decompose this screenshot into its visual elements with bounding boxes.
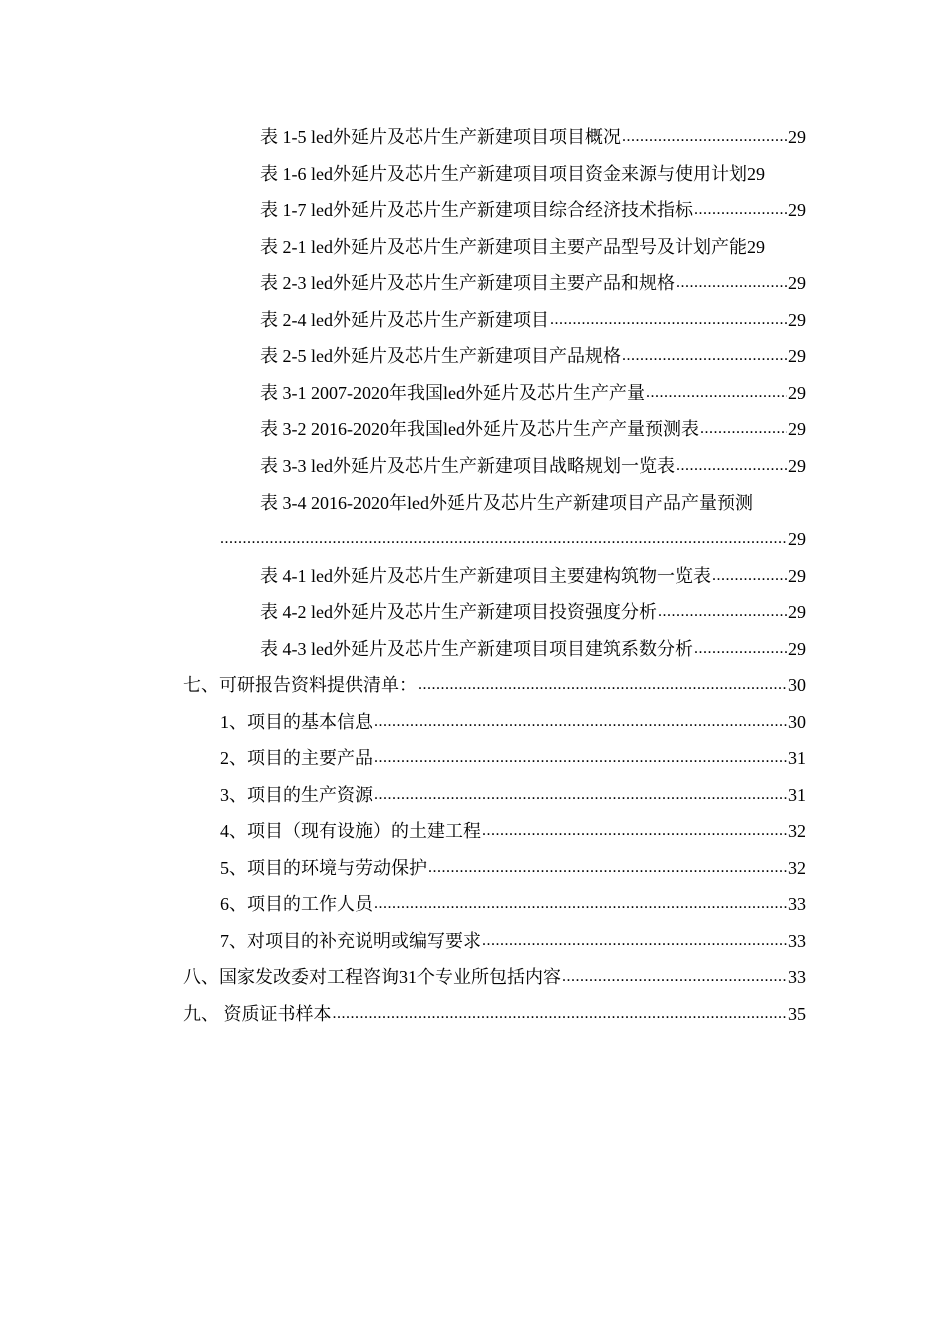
dot-leader (622, 126, 787, 148)
toc-entry-page: 29 (746, 164, 765, 184)
toc-entry-page: 33 (788, 967, 806, 987)
dot-leader (658, 601, 787, 623)
toc-entry-page: 32 (788, 858, 806, 878)
dot-leader (694, 199, 787, 221)
toc-entry[interactable] (220, 812, 806, 842)
dot-leader (562, 966, 787, 988)
dot-leader (374, 784, 787, 806)
toc-entry-page: 33 (788, 894, 806, 914)
toc-section-entry[interactable] (183, 958, 806, 988)
toc-entry-page: 29 (788, 639, 806, 659)
toc-entry-label: 表 1-7 led外延片及芯片生产新建项目综合经济技术指标 (260, 200, 693, 220)
toc-entry-page: 29 (788, 127, 806, 147)
toc-entry[interactable] (220, 703, 806, 733)
toc-entry-page: 29 (788, 346, 806, 366)
toc-entry-wrapped[interactable] (260, 484, 806, 514)
dot-leader (374, 747, 787, 769)
toc-entry-page: 32 (788, 821, 806, 841)
toc-entry-page: 30 (788, 675, 806, 695)
toc-entry-label: 七、可研报告资料提供清单： (183, 675, 417, 695)
toc-entry[interactable] (260, 447, 806, 477)
toc-entry-label: 表 4-3 led外延片及芯片生产新建项目项目建筑系数分析 (260, 639, 693, 659)
toc-entry[interactable] (260, 374, 806, 404)
toc-entry[interactable] (220, 776, 806, 806)
toc-entry-page: 29 (746, 237, 765, 257)
toc-entry[interactable] (260, 410, 806, 440)
toc-entry-label: 5、项目的环境与劳动保护 (220, 858, 427, 878)
dot-leader (646, 382, 787, 404)
toc-entry[interactable] (260, 557, 806, 587)
toc-entry-page: 29 (788, 383, 806, 403)
toc-entry-label: 表 2-3 led外延片及芯片生产新建项目主要产品和规格 (260, 273, 675, 293)
toc-entry[interactable] (260, 118, 806, 148)
toc-entry-page: 29 (788, 602, 806, 622)
dot-leader (482, 820, 787, 842)
toc-entry-page: 30 (788, 712, 806, 732)
toc-entry-page: 31 (788, 785, 806, 805)
dot-leader (676, 455, 787, 477)
dot-leader (333, 1003, 788, 1025)
toc-entry[interactable] (220, 922, 806, 952)
toc-entry[interactable] (260, 630, 806, 660)
toc-entry[interactable] (260, 191, 806, 221)
toc-entry-page: 33 (788, 931, 806, 951)
toc-entry-label: 表 3-3 led外延片及芯片生产新建项目战略规划一览表 (260, 456, 675, 476)
toc-entry-page: 31 (788, 748, 806, 768)
toc-entry[interactable] (260, 228, 806, 258)
toc-entry[interactable] (260, 301, 806, 331)
toc-entry-label: 1、项目的基本信息 (220, 712, 373, 732)
toc-entry[interactable] (260, 264, 806, 294)
toc-entry-label: 表 3-1 2007-2020年我国led外延片及芯片生产产量 (260, 383, 645, 403)
dot-leader (428, 857, 787, 879)
toc-entry-label: 表 2-5 led外延片及芯片生产新建项目产品规格 (260, 346, 621, 366)
toc-entry-label: 表 4-2 led外延片及芯片生产新建项目投资强度分析 (260, 602, 657, 622)
dot-leader (676, 272, 787, 294)
toc-entry-label: 6、项目的工作人员 (220, 894, 373, 914)
dot-leader (374, 893, 787, 915)
toc-entry-label: 4、项目（现有设施）的土建工程 (220, 821, 481, 841)
toc-entry[interactable] (260, 337, 806, 367)
toc-entry-page: 29 (788, 566, 806, 586)
dot-leader (550, 309, 787, 331)
dot-leader (482, 930, 787, 952)
toc-entry[interactable] (260, 155, 806, 185)
toc-entry-label: 表 2-1 led外延片及芯片生产新建项目主要产品型号及计划产能 (260, 237, 747, 257)
toc-entry-page: 29 (788, 273, 806, 293)
toc-entry-label: 表 2-4 led外延片及芯片生产新建项目 (260, 310, 549, 330)
dot-leader (622, 345, 787, 367)
dot-leader (700, 418, 787, 440)
toc-entry-label: 7、对项目的补充说明或编写要求 (220, 931, 481, 951)
dot-leader (694, 638, 787, 660)
toc-entry[interactable] (220, 885, 806, 915)
toc-entry-page: 29 (788, 200, 806, 220)
dot-leader (374, 711, 787, 733)
toc-entry-label: 表 4-1 led外延片及芯片生产新建项目主要建构筑物一览表 (260, 566, 711, 586)
toc-section-entry[interactable] (183, 666, 806, 696)
dot-leader (418, 674, 787, 696)
dot-leader (712, 565, 787, 587)
toc-entry-label: 2、项目的主要产品 (220, 748, 373, 768)
toc-entry-continuation[interactable] (220, 520, 806, 550)
toc-entry[interactable] (220, 849, 806, 879)
toc-entry-page: 29 (788, 529, 806, 549)
toc-entry-page: 29 (788, 456, 806, 476)
toc-entry-page: 35 (788, 1004, 806, 1024)
toc-entry-label: 表 1-6 led外延片及芯片生产新建项目项目资金来源与使用计划 (260, 164, 747, 184)
toc-entry-label: 3、项目的生产资源 (220, 785, 373, 805)
toc-entry-page: 29 (788, 310, 806, 330)
toc-entry[interactable] (220, 739, 806, 769)
toc-entry-label: 表 3-4 2016-2020年led外延片及芯片生产新建项目产品产量预测 (260, 492, 806, 514)
toc-entry-label: 八、国家发改委对工程咨询31个专业所包括内容 (183, 967, 561, 987)
toc-entry-label: 九、 资质证书样本 (183, 1004, 332, 1024)
dot-leader (220, 528, 787, 550)
toc-section-entry[interactable] (183, 995, 806, 1025)
toc-entry-label: 表 3-2 2016-2020年我国led外延片及芯片生产产量预测表 (260, 419, 699, 439)
toc-entry-page: 29 (788, 419, 806, 439)
toc-entry-label: 表 1-5 led外延片及芯片生产新建项目项目概况 (260, 127, 621, 147)
toc-entry[interactable] (260, 593, 806, 623)
